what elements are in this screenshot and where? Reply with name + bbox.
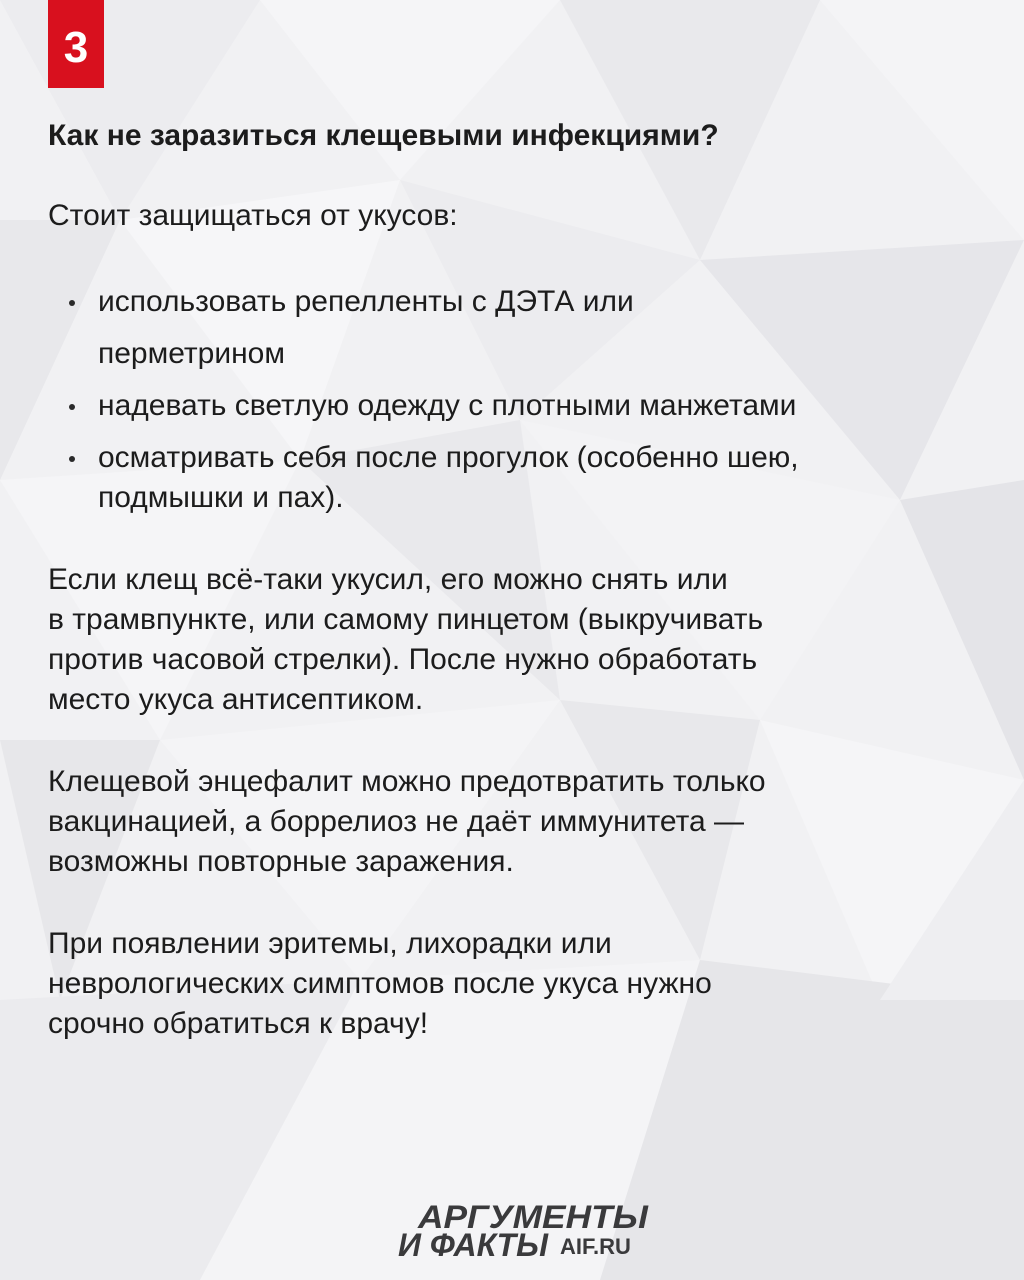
bullet-dot-icon bbox=[69, 300, 75, 306]
prevention-list bbox=[48, 276, 988, 518]
bullet-dot-icon bbox=[69, 404, 75, 410]
list-item-line: использовать репелленты с ДЭТА или bbox=[98, 285, 634, 318]
slide-number: 3 bbox=[63, 23, 89, 72]
doctor-advice-paragraph bbox=[48, 924, 988, 1044]
logo-site: AIF.RU bbox=[560, 1234, 631, 1259]
paragraph-line: срочно обратиться к врачу! bbox=[48, 1007, 429, 1040]
paragraph-line: место укуса антисептиком. bbox=[48, 683, 424, 716]
slide-number-badge bbox=[48, 0, 104, 88]
list-item-line: подмышки и пах). bbox=[98, 481, 344, 514]
paragraph-line: возможны повторные заражения. bbox=[48, 845, 514, 878]
paragraph-line: в трамвпункте, или самому пинцетом (выкручивать bbox=[48, 603, 764, 636]
list-item bbox=[48, 432, 988, 518]
list-item-line: надевать светлую одежду с плотными манжетами bbox=[98, 389, 797, 422]
logo-line-2: И ФАКТЫ bbox=[398, 1227, 549, 1263]
bullet-dot-icon bbox=[69, 456, 75, 462]
paragraph-line: неврологических симптомов после укуса нужно bbox=[48, 967, 712, 1000]
list-item-line: перметрином bbox=[98, 337, 285, 370]
logo-line-1: АРГУМЕНТЫ bbox=[416, 1199, 650, 1235]
paragraph-line: вакцинацией, а боррелиоз не даёт иммунитета — bbox=[48, 805, 745, 838]
bite-removal-paragraph bbox=[48, 560, 988, 720]
paragraph-line: Если клещ всё-таки укусил, его можно снять или bbox=[48, 563, 728, 596]
paragraph-line: При появлении эритемы, лихорадки или bbox=[48, 927, 612, 960]
list-item bbox=[48, 276, 988, 380]
list-item bbox=[48, 380, 988, 432]
aif-logo bbox=[396, 1196, 656, 1266]
list-item-line: осматривать себя после прогулок (особенно шею, bbox=[98, 441, 799, 474]
paragraph-line: Клещевой энцефалит можно предотвратить только bbox=[48, 765, 766, 798]
vaccination-paragraph bbox=[48, 762, 988, 882]
intro-text: Стоит защищаться от укусов: bbox=[48, 199, 458, 232]
page-title: Как не заразиться клещевыми инфекциями? bbox=[48, 119, 719, 152]
paragraph-line: против часовой стрелки). После нужно обработать bbox=[48, 643, 758, 676]
